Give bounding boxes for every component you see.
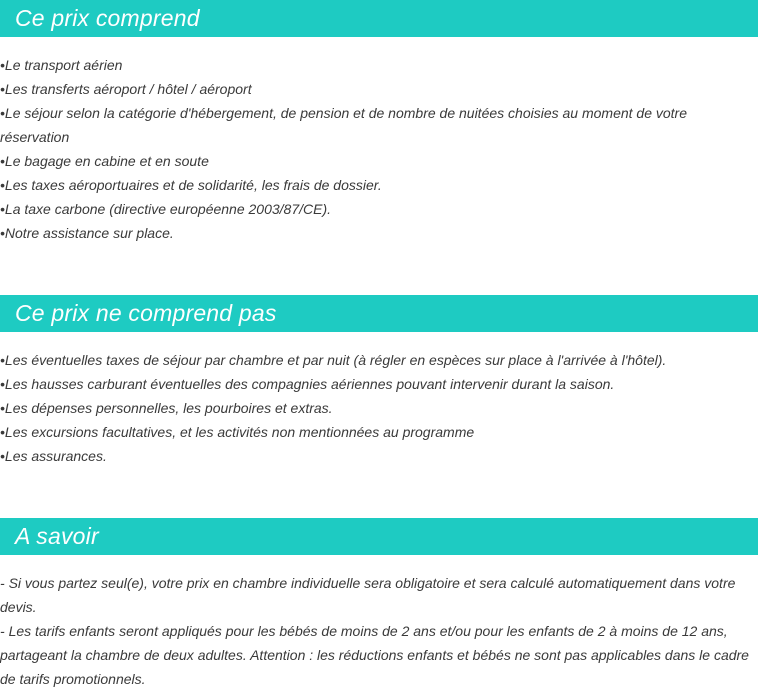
list-item: • Le séjour selon la catégorie d'hébergement, de pension et de nombre de nuitées choisies au moment de votre réservation: [0, 101, 756, 149]
list-item: • Les assurances.: [0, 444, 756, 468]
section-title-not-included: Ce prix ne comprend pas: [0, 295, 758, 332]
list-item: • La taxe carbone (directive européenne 2003/87/CE).: [0, 197, 756, 221]
list-item: - Les tarifs enfants seront appliqués pour les bébés de moins de 2 ans et/ou pour les enfants de 2 à moins de 12 ans, partageant la chambre de deux adultes. Attention : les réductions enfants et bébés ne sont pas applicables dans le cadre de tarifs promotionnels.: [0, 619, 756, 691]
list-item: • Les éventuelles taxes de séjour par chambre et par nuit (à régler en espèces sur place à l'arrivée à l'hôtel).: [0, 348, 756, 372]
list-item: • Les hausses carburant éventuelles des compagnies aériennes pouvant intervenir durant la saison.: [0, 372, 756, 396]
list-item: • Les excursions facultatives, et les activités non mentionnées au programme: [0, 420, 756, 444]
included-list: [0, 53, 756, 245]
section-title-included: Ce prix comprend: [0, 0, 758, 37]
good-to-know-list: [0, 571, 756, 691]
list-item: • Le bagage en cabine et en soute: [0, 149, 756, 173]
list-item: • Les transferts aéroport / hôtel / aéroport: [0, 77, 756, 101]
list-item: • Les taxes aéroportuaires et de solidarité, les frais de dossier.: [0, 173, 756, 197]
list-item: • Notre assistance sur place.: [0, 221, 756, 245]
list-item: • Les dépenses personnelles, les pourboires et extras.: [0, 396, 756, 420]
list-item: • Le transport aérien: [0, 53, 756, 77]
section-title-good-to-know: A savoir: [0, 518, 758, 555]
not-included-list: [0, 348, 756, 468]
list-item: - Si vous partez seul(e), votre prix en chambre individuelle sera obligatoire et sera calculé automatiquement dans votre devis.: [0, 571, 756, 619]
